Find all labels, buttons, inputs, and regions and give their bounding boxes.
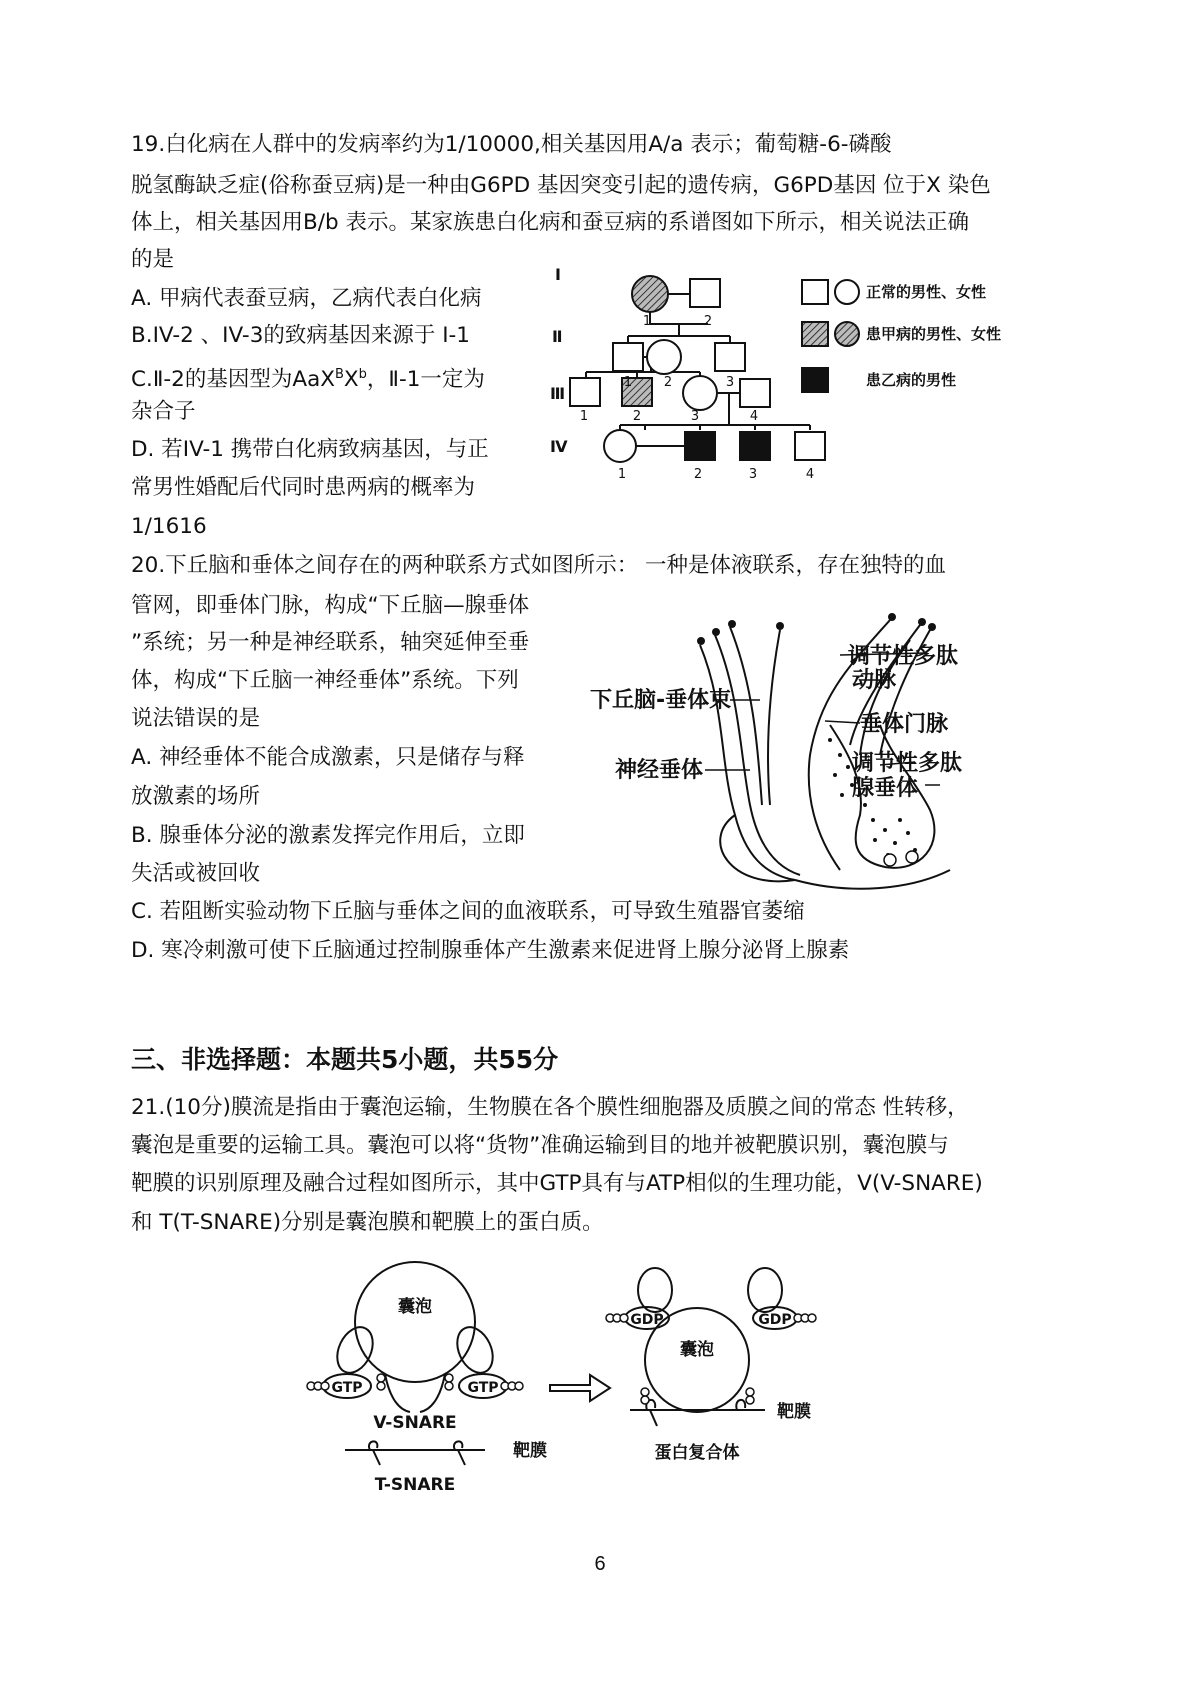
gtp-left-label: GTP	[331, 1380, 363, 1396]
label-hypothalamo-hypophyseal-tract: 下丘脑-垂体束	[590, 688, 732, 713]
q19-option-b: B.IV-2 、IV-3的致病基因来源于 I-1	[131, 323, 470, 348]
q19-option-c-cont: 杂合子	[131, 399, 196, 424]
q19-option-a: A. 甲病代表蚕豆病，乙病代表白化病	[131, 286, 482, 311]
pedigree-IV-1	[604, 430, 636, 462]
pedigree-IV-3	[740, 432, 770, 460]
num-IV-3: 3	[748, 467, 758, 482]
q20-line-1: 20.下丘脑和垂体之间存在的两种联系方式如图所示： 一种是体液联系，存在独特的血	[131, 553, 947, 578]
q19-option-c: C.Ⅱ-2的基因型为$AaX^BX^b$，Ⅱ-1一定为	[131, 367, 485, 393]
q21-line-4: 和 T(T-SNARE)分别是囊泡膜和靶膜上的蛋白质。	[131, 1210, 604, 1235]
num-III-4: 4	[749, 409, 759, 424]
q19-option-d-line-1: D. 若IV-1 携带白化病致病基因，与正	[131, 437, 489, 462]
legend-normal-label: 正常的男性、女性	[866, 283, 987, 301]
q20-option-b-line-1: B. 腺垂体分泌的激素发挥完作用后，立即	[131, 823, 525, 848]
q20-option-b-line-2: 失活或被回收	[131, 861, 261, 886]
pedigree-I-2	[690, 279, 720, 307]
num-II-2: 2	[663, 375, 673, 390]
pedigree-III-1	[570, 378, 600, 406]
q19-line-4: 的是	[131, 247, 175, 272]
num-II-3: 3	[725, 375, 735, 390]
section-3-heading: 三、非选择题：本题共5小题，共55分	[131, 1045, 559, 1074]
target-membrane-left-label: 靶膜	[513, 1441, 547, 1461]
gtp-right-label: GTP	[467, 1380, 499, 1396]
legend-disease-a-male	[802, 322, 828, 346]
num-I-1: 1	[642, 314, 652, 329]
q20-line-2: 管网，即垂体门脉，构成“下丘脑—腺垂体	[131, 593, 530, 618]
gdp-right-label: GDP	[758, 1312, 792, 1328]
legend-disease-b-male	[802, 368, 828, 392]
legend-disease-a-female	[835, 322, 859, 346]
t-snare-label: T-SNARE	[374, 1475, 456, 1495]
pedigree-I-1	[632, 276, 668, 312]
q20-option-d: D. 寒冷刺激可使下丘脑通过控制腺垂体产生激素来促进肾上腺分泌肾上腺素	[131, 938, 850, 963]
num-IV-4: 4	[805, 467, 815, 482]
pedigree-III-3	[683, 376, 717, 410]
vesicle-left-label: 囊泡	[398, 1297, 432, 1317]
vesicle-right-label: 囊泡	[680, 1340, 714, 1360]
gdp-left-label: GDP	[630, 1312, 664, 1328]
label-regulatory-peptide-1: 调节性多肽	[848, 644, 959, 669]
pedigree-figure	[540, 262, 1110, 522]
num-II-1: 1	[623, 375, 633, 390]
q19-line-3: 体上，相关基因用B/b 表示。某家族患白化病和蚕豆病的系谱图如下所示，相关说法正确	[131, 210, 969, 235]
num-I-2: 2	[703, 314, 713, 329]
gen-label-III: Ⅲ	[550, 384, 566, 403]
label-adenohypophysis: 腺垂体	[852, 776, 919, 801]
v-snare-label: V-SNARE	[373, 1413, 457, 1433]
q19-option-d-line-3: 1/1616	[131, 514, 207, 539]
gen-label-IV: Ⅳ	[550, 437, 568, 456]
q21-line-3: 靶膜的识别原理及融合过程如图所示，其中GTP具有与ATP相似的生理功能，V(V-SNARE)	[131, 1171, 983, 1196]
target-membrane-right-label: 靶膜	[777, 1402, 811, 1422]
q20-option-c: C. 若阻断实验动物下丘脑与垂体之间的血液联系，可导致生殖器官萎缩	[131, 899, 805, 924]
num-III-2: 2	[632, 409, 642, 424]
vesicle-left	[355, 1262, 475, 1382]
protein-complex-label: 蛋白复合体	[654, 1443, 740, 1463]
num-III-3: 3	[690, 409, 700, 424]
pedigree-II-3	[715, 343, 745, 371]
q20-option-a-line-1: A. 神经垂体不能合成激素，只是储存与释	[131, 745, 525, 770]
label-portal-vein: 垂体门脉	[860, 712, 949, 737]
q20-line-5: 说法错误的是	[131, 706, 261, 731]
legend-disease-b-label: 患乙病的男性	[866, 371, 957, 389]
num-III-1: 1	[579, 409, 589, 424]
pituitary-figure	[590, 605, 1090, 895]
label-regulatory-peptide-2: 调节性多肽	[852, 751, 963, 776]
legend-normal-male	[802, 280, 828, 304]
legend-disease-a-label: 患甲病的男性、女性	[866, 325, 1002, 343]
num-IV-2: 2	[693, 467, 703, 482]
q20-line-4: 体，构成“下丘脑一神经垂体”系统。下列	[131, 668, 519, 693]
gen-label-II: Ⅱ	[552, 327, 563, 346]
pedigree-II-1	[613, 343, 643, 371]
pedigree-IV-4	[795, 432, 825, 460]
vesicle-fusion-figure	[285, 1250, 905, 1510]
q19-option-d-line-2: 常男性婚配后代同时患两病的概率为	[131, 475, 476, 500]
q20-option-a-line-2: 放激素的场所	[131, 784, 261, 809]
num-IV-1: 1	[617, 467, 627, 482]
label-neurohypophysis: 神经垂体	[615, 758, 704, 783]
label-artery: 动脉	[852, 668, 897, 693]
pedigree-II-2	[647, 340, 681, 374]
legend-normal-female	[835, 280, 859, 304]
pedigree-IV-2	[685, 432, 715, 460]
gen-label-I: Ⅰ	[555, 265, 561, 284]
q19-line-1: 19.白化病在人群中的发病率约为1/10000,相关基因用A/a 表示；葡萄糖-6-磷酸	[131, 132, 892, 157]
transition-arrow-icon	[550, 1375, 610, 1401]
q21-line-1: 21.(10分)膜流是指由于囊泡运输，生物膜在各个膜性细胞器及质膜之间的常态 性转移，	[131, 1095, 969, 1120]
q20-line-3: ”系统；另一种是神经联系，轴突延伸至垂	[131, 630, 530, 655]
q21-line-2: 囊泡是重要的运输工具。囊泡可以将“货物”准确运输到目的地并被靶膜识别，囊泡膜与	[131, 1133, 949, 1158]
pedigree-III-4	[740, 379, 770, 407]
page-number: 6	[594, 1553, 606, 1575]
q19-line-2: 脱氢酶缺乏症(俗称蚕豆病)是一种由G6PD 基因突变引起的遗传病，G6PD基因 位于X 染色	[131, 173, 991, 198]
